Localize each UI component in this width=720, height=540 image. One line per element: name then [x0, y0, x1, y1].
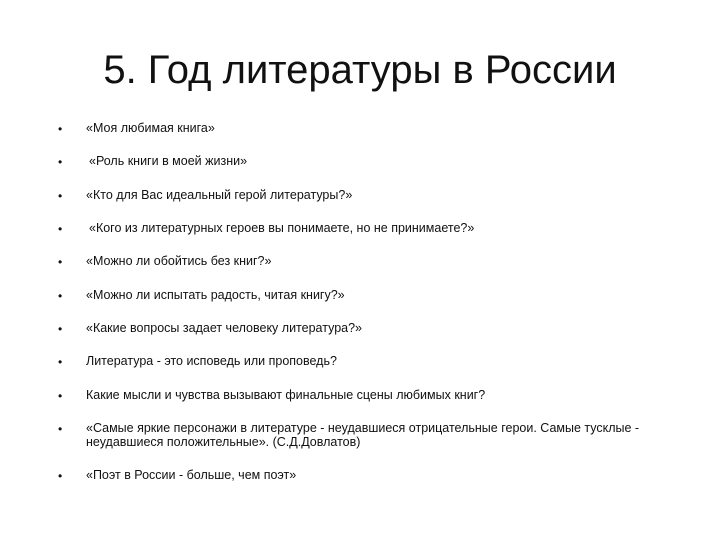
- bullet-icon: •: [58, 155, 63, 169]
- list-item-text: «Кто для Вас идеальный герой литературы?»: [86, 188, 353, 202]
- bullet-icon: •: [58, 189, 63, 203]
- bullet-icon: •: [58, 289, 63, 303]
- bullet-icon: •: [58, 422, 63, 436]
- bullet-icon: •: [58, 469, 63, 483]
- bullet-icon: •: [58, 122, 63, 136]
- list-item-text: «Моя любимая книга»: [86, 121, 215, 135]
- bullet-icon: •: [58, 355, 63, 369]
- bullet-icon: •: [58, 222, 63, 236]
- list-item-text: «Самые яркие персонажи в литературе - неудавшиеся отрицательные герои. Самые тусклые - неудавшиеся положительные». (С.Д.Довлатов): [86, 421, 640, 449]
- list-item-text: «Поэт в России - больше, чем поэт»: [86, 468, 297, 482]
- list-item-text: «Кого из литературных героев вы понимаете, но не принимаете?»: [89, 221, 475, 235]
- list-item-text: «Можно ли обойтись без книг?»: [86, 254, 272, 268]
- bullet-icon: •: [58, 389, 63, 403]
- slide-title: 5. Год литературы в России: [103, 48, 617, 92]
- list-item-text: «Можно ли испытать радость, читая книгу?»: [86, 288, 345, 302]
- list-item-text: «Роль книги в моей жизни»: [89, 154, 248, 168]
- bullet-icon: •: [58, 255, 63, 269]
- list-item-text: Какие мысли и чувства вызывают финальные сцены любимых книг?: [86, 388, 486, 402]
- list-item-text: Литература - это исповедь или проповедь?: [86, 354, 337, 368]
- list-item-text: «Какие вопросы задает человеку литература?»: [86, 321, 363, 335]
- bullet-icon: •: [58, 322, 63, 336]
